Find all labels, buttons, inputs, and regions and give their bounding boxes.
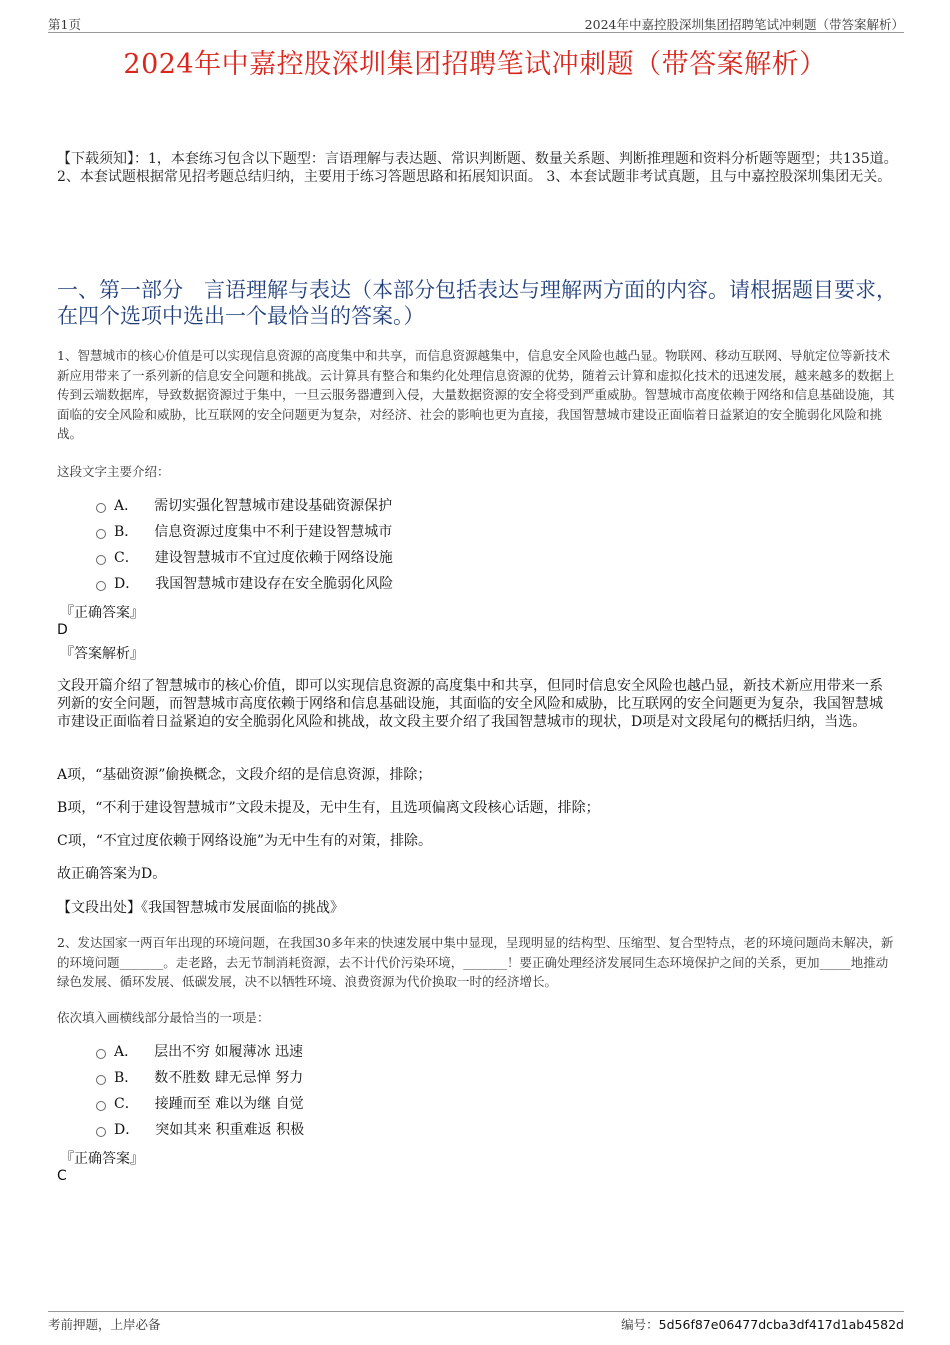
question-1-analysis-c: C项，“不宜过度依赖于网络设施”为无中生有的对策，排除。 (57, 833, 433, 849)
question-1-stem: 1、智慧城市的核心价值是可以实现信息资源的高度集中和共享，而信息资源越集中，信息安全风险也越凸显。物联网、移动互联网、导航定位等新技术新应用带来了一系列新的信息安全问题和挑战。云计算具有整合和集约化处理信息资源的优势，随着云计算和虚拟化技术的迅速发展，越来越多的数据上传到云端数据库，导致数据资源过于集中，一旦云服务器遭到入侵，大量数据资源的安全将受到严重威胁。智慧城市高度依赖于网络和信息基础设施，其面临的安全风险和威胁，比互联网的安全问题更为复杂，对经济、社会的影响也更为直接，我国智慧城市建设正面临着日益紧迫的安全脆弱化风险和挑战。 (57, 348, 895, 441)
footer-slogan: 考前押题，上岸必备 (48, 1317, 161, 1332)
page-footer (48, 1311, 904, 1332)
question-1-source: 【文段出处】《我国智慧城市发展面临的挑战》 (57, 900, 344, 916)
question-1-option-b[interactable]: B． 信息资源过度集中不利于建设智慧城市 (96, 518, 393, 544)
document-title: 2024年中嘉控股深圳集团招聘笔试冲刺题（带答案解析） (123, 49, 827, 80)
question-1-answer: D (57, 622, 68, 638)
page-header (48, 12, 904, 33)
radio-icon[interactable] (96, 581, 106, 591)
header-doc-title: 2024年中嘉控股深圳集团招聘笔试冲刺题（带答案解析） (584, 17, 904, 32)
radio-icon[interactable] (96, 503, 106, 513)
question-1-analysis-a: A项，“基础资源”偷换概念，文段介绍的是信息资源，排除； (57, 767, 432, 783)
question-2-stem: 2、发达国家一两百年出现的环境问题，在我国30多年来的快速发展中集中显现，呈现明显的结构型、压缩型、复合型特点，老的环境问题尚未解决，新的环境问题_______。走老路，去无节制消耗资源，去不计代价污染环境，_______！要正确处理经济发展同生态环境保护之间的关系，更加_____地推动绿色发展、循环发展、低碳发展，决不以牺牲环境、浪费资源为代价换取一时的经济增长。 (57, 935, 894, 989)
question-1-option-a[interactable]: A． 需切实强化智慧城市建设基础资源保护 (96, 492, 393, 518)
question-2-answer: C (57, 1168, 67, 1184)
question-2-option-a[interactable]: A． 层出不穷 如履薄冰 迅速 (96, 1038, 304, 1064)
question-2-option-d[interactable]: D． 突如其来 积重难返 积极 (96, 1116, 304, 1142)
radio-icon[interactable] (96, 1127, 106, 1137)
footer-code: 编号：5d56f87e06477dcba3df417d1ab4582d (621, 1317, 904, 1332)
download-notice: 【下载须知】：1，本套练习包含以下题型：言语理解与表达题、常识判断题、数量关系题、判断推理题和资料分析题等题型；共135道。 2、本套试题根据常见招考题总结归纳，主要用于练习答题思路和拓展知识面。 3、本套试题非考试真题，且与中嘉控股深圳集团无关。 (57, 151, 898, 185)
question-2-options (96, 1038, 304, 1142)
question-1-analysis-label: 『答案解析』 (60, 646, 144, 662)
question-1-prompt: 这段文字主要介绍： (57, 464, 170, 479)
radio-icon[interactable] (96, 1075, 106, 1085)
question-1-answer-label: 『正确答案』 (60, 605, 144, 621)
radio-icon[interactable] (96, 555, 106, 565)
page-number: 第1页 (48, 17, 81, 32)
question-1-option-c[interactable]: C． 建设智慧城市不宜过度依赖于网络设施 (96, 544, 393, 570)
question-2-option-c[interactable]: C． 接踵而至 难以为继 自觉 (96, 1090, 304, 1116)
question-1-options (96, 492, 393, 596)
radio-icon[interactable] (96, 529, 106, 539)
question-2-option-b[interactable]: B． 数不胜数 肆无忌惮 努力 (96, 1064, 304, 1090)
question-1-analysis-b: B项，“不利于建设智慧城市”文段未提及，无中生有，且选项偏离文段核心话题，排除； (57, 800, 600, 816)
question-1-option-d[interactable]: D． 我国智慧城市建设存在安全脆弱化风险 (96, 570, 393, 596)
radio-icon[interactable] (96, 1049, 106, 1059)
radio-icon[interactable] (96, 1101, 106, 1111)
section-title: 一、第一部分 言语理解与表达（本部分包括表达与理解两方面的内容。请根据题目要求，在四个选项中选出一个最恰当的答案。） (57, 278, 897, 328)
question-1-conclusion: 故正确答案为D。 (57, 866, 167, 882)
question-2-answer-label: 『正确答案』 (60, 1151, 144, 1167)
question-2-prompt: 依次填入画横线部分最恰当的一项是： (57, 1010, 270, 1025)
question-1-analysis-main: 文段开篇介绍了智慧城市的核心价值，即可以实现信息资源的高度集中和共享，但同时信息安全风险也越凸显，新技术新应用带来一系列新的安全问题，而智慧城市高度依赖于网络和信息基础设施，其面临的安全风险和威胁，比互联网的安全问题更为复杂，我国智慧城市建设正面临着日益紧迫的安全脆弱化风险和挑战，故文段主要介绍了我国智慧城市的现状，D项是对文段尾句的概括归纳，当选。 (57, 678, 883, 730)
